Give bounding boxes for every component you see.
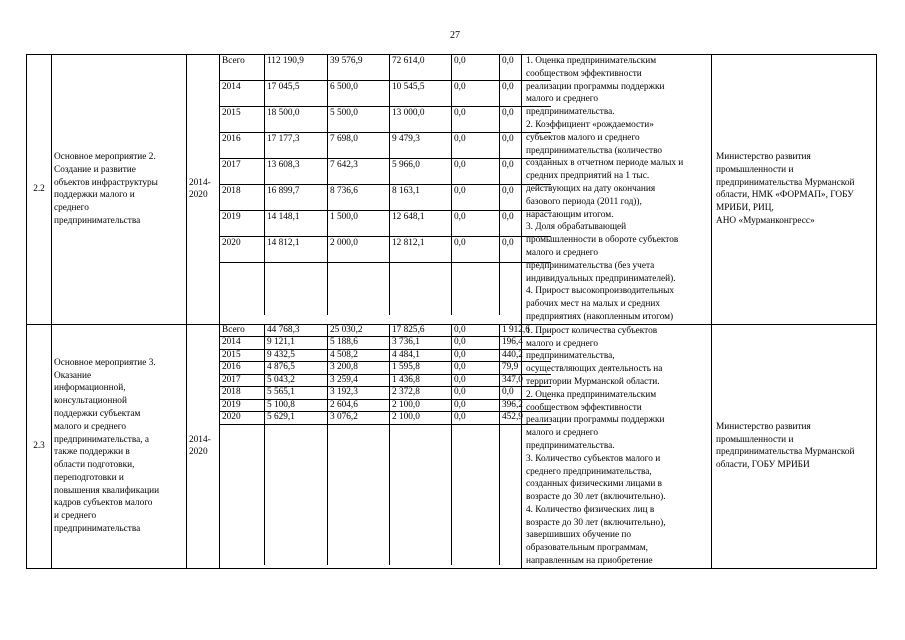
finance-table: [220, 325, 551, 565]
indicator-line: осуществляющих деятельность на: [526, 364, 663, 375]
indicator-line: среднего предпринимательства,: [526, 466, 652, 477]
executor-line: промышленности и: [716, 164, 794, 175]
local-cell: 0,0: [452, 107, 500, 133]
indicator-line: 3. Доля обрабатывающей: [526, 222, 627, 233]
year-cell: 2019: [220, 211, 265, 237]
finance-row: [220, 211, 551, 237]
finance-filler-row: [220, 424, 551, 565]
executor-line: области, ГОБУ МРИБИ: [716, 460, 810, 471]
federal-cell: 3 259,4: [328, 374, 390, 387]
executors-cell: [712, 324, 877, 568]
indicator-line: 4. Прирост высокопроизводительных: [526, 286, 675, 297]
other-cell: 0,0: [500, 133, 552, 159]
indicators-cell: [522, 324, 712, 568]
other-cell: 0,0: [500, 211, 552, 237]
total-cell: 5 565,1: [265, 387, 328, 400]
indicator-line: образовательным программам,: [526, 543, 648, 554]
page-number: 27: [450, 30, 460, 41]
indicator-line: средних предприятий на 1 тыс.: [526, 171, 650, 182]
other-cell: 0,0: [500, 185, 552, 211]
activity-name-line: повышения квалификации: [54, 485, 160, 496]
activity-name-line: также поддержки в: [54, 447, 130, 458]
local-cell: 0,0: [452, 337, 500, 350]
local-cell: 0,0: [452, 237, 500, 263]
finance-row: [220, 55, 551, 81]
indicator-line: возрасте до 30 лет (включительно),: [526, 517, 666, 528]
indicator-line: 1. Прирост количества субъектов: [526, 325, 658, 336]
finance-row: [220, 133, 551, 159]
indicator-line: малого и среднего: [526, 428, 599, 439]
total-cell: 17 045,5: [265, 81, 328, 107]
program-table: [26, 54, 877, 569]
activity-name-line: предпринимательства, а: [54, 434, 150, 445]
total-cell: 5 629,1: [265, 412, 328, 425]
finance-row: [220, 185, 551, 211]
regional-cell: 2 100,0: [390, 399, 452, 412]
local-cell: 0,0: [452, 81, 500, 107]
activity-name-line: кадров субъектов малого: [54, 498, 153, 509]
finance-filler-cell: [390, 263, 452, 316]
regional-cell: 17 825,6: [390, 325, 452, 337]
finance-row: [220, 107, 551, 133]
indicator-line: реализации программы поддержки: [526, 415, 665, 426]
total-cell: 5 100,8: [265, 399, 328, 412]
regional-cell: 8 163,1: [390, 185, 452, 211]
regional-cell: 13 000,0: [390, 107, 452, 133]
total-cell: 44 768,3: [265, 325, 328, 337]
local-cell: 0,0: [452, 211, 500, 237]
indicator-line: предпринимательства.: [526, 107, 615, 118]
year-cell: 2016: [220, 133, 265, 159]
indicator-line: предпринимательства.: [526, 440, 615, 451]
indicator-line: индивидуальных предпринимателей).: [526, 273, 676, 284]
finance-row: [220, 399, 551, 412]
table-row-2-2: [27, 55, 877, 325]
finance-filler-cell: [390, 424, 452, 565]
activity-name-line: Создание и развитие: [54, 164, 136, 175]
activity-name-line: предпринимательства: [54, 215, 141, 226]
activity-name: [52, 324, 187, 568]
finance-filler-cell: [265, 263, 328, 316]
other-cell: 0,0: [500, 107, 552, 133]
regional-cell: 1 436,8: [390, 374, 452, 387]
indicator-line: созданных в отчетном периоде малых и: [526, 158, 684, 169]
activity-name-line: консультационной: [54, 396, 127, 407]
activity-name-line: среднего: [54, 203, 89, 214]
local-cell: 0,0: [452, 387, 500, 400]
year-cell: 2017: [220, 374, 265, 387]
local-cell: 0,0: [452, 399, 500, 412]
federal-cell: 3 192,3: [328, 387, 390, 400]
finance-row: [220, 81, 551, 107]
finance-filler-cell: [220, 424, 265, 565]
local-cell: 0,0: [452, 362, 500, 375]
other-cell: 452,9: [500, 412, 552, 425]
table-row-2-3: [27, 324, 877, 568]
indicators-cell: [522, 55, 712, 325]
local-cell: 0,0: [452, 412, 500, 425]
year-cell: 2020: [220, 412, 265, 425]
year-cell: 2016: [220, 362, 265, 375]
activity-name-line: поддержки малого и: [54, 190, 135, 201]
indicator-line: малого и среднего: [526, 94, 599, 105]
year-cell: Всего: [220, 55, 265, 81]
activity-name-line: информационной,: [54, 383, 126, 394]
total-cell: 5 043,2: [265, 374, 328, 387]
regional-cell: 9 479,3: [390, 133, 452, 159]
federal-cell: 7 642,3: [328, 159, 390, 185]
activity-name-line: малого и среднего: [54, 421, 127, 432]
other-cell: 196,4: [500, 337, 552, 350]
indicator-line: созданных физическими лицами в: [526, 479, 663, 490]
year-cell: 2014: [220, 337, 265, 350]
regional-cell: 12 812,1: [390, 237, 452, 263]
activity-name-line: поддержки субъектам: [54, 408, 141, 419]
year-cell: 2017: [220, 159, 265, 185]
finance-table: [220, 55, 551, 315]
executors-cell: [712, 55, 877, 325]
total-cell: 13 608,3: [265, 159, 328, 185]
total-cell: 4 876,5: [265, 362, 328, 375]
other-cell: 347,0: [500, 374, 552, 387]
finance-row: [220, 374, 551, 387]
total-cell: 112 190,9: [265, 55, 328, 81]
other-cell: 396,2: [500, 399, 552, 412]
regional-cell: 5 966,0: [390, 159, 452, 185]
activity-name-line: и среднего: [54, 511, 97, 522]
year-cell: Всего: [220, 325, 265, 337]
finance-cell: [220, 55, 522, 325]
finance-row: [220, 412, 551, 425]
activity-name-line: объектов инфраструктуры: [54, 177, 158, 188]
indicator-line: возрасте до 30 лет (включительно).: [526, 492, 666, 503]
indicator-line: территории Мурманской области.: [526, 376, 660, 387]
finance-row: [220, 237, 551, 263]
federal-cell: 25 030,2: [328, 325, 390, 337]
regional-cell: 3 736,1: [390, 337, 452, 350]
regional-cell: 10 545,5: [390, 81, 452, 107]
year-cell: 2014: [220, 81, 265, 107]
executor-line: предпринимательства Мурманской: [716, 447, 855, 458]
year-cell: 2018: [220, 185, 265, 211]
other-cell: 1 912,6: [500, 325, 552, 337]
executor-line: Министерство развития: [716, 151, 811, 162]
executor-line: Министерство развития: [716, 421, 811, 432]
indicator-line: промышленности в обороте субъектов: [526, 235, 679, 246]
year-cell: 2015: [220, 349, 265, 362]
indicator-line: нарастающим итогом.: [526, 209, 614, 220]
federal-cell: 5 500,0: [328, 107, 390, 133]
regional-cell: 12 648,1: [390, 211, 452, 237]
year-cell: 2018: [220, 387, 265, 400]
finance-filler-cell: [328, 263, 390, 316]
finance-row: [220, 325, 551, 337]
other-cell: 0,0: [500, 387, 552, 400]
total-cell: 16 899,7: [265, 185, 328, 211]
row-number: 2.2: [27, 55, 52, 325]
indicator-line: предпринимательства (без учета: [526, 260, 655, 271]
regional-cell: 72 614,0: [390, 55, 452, 81]
finance-filler-cell: [265, 424, 328, 565]
executor-line: предпринимательства Мурманской: [716, 177, 855, 188]
regional-cell: 4 484,1: [390, 349, 452, 362]
local-cell: 0,0: [452, 325, 500, 337]
federal-cell: 3 200,8: [328, 362, 390, 375]
activity-name: [52, 55, 187, 325]
indicator-line: сообществом эффективности: [526, 68, 642, 79]
federal-cell: 3 076,2: [328, 412, 390, 425]
indicator-line: 2. Оценка предпринимательским: [526, 389, 657, 400]
indicator-line: реализации программы поддержки: [526, 81, 665, 92]
indicator-line: сообществом эффективности: [526, 402, 642, 413]
local-cell: 0,0: [452, 55, 500, 81]
activity-name-line: Основное мероприятие 2.: [54, 151, 156, 162]
total-cell: 17 177,3: [265, 133, 328, 159]
period-years: 2014-2020: [187, 55, 220, 325]
regional-cell: 2 372,8: [390, 387, 452, 400]
local-cell: 0,0: [452, 374, 500, 387]
regional-cell: 2 100,0: [390, 412, 452, 425]
finance-row: [220, 362, 551, 375]
activity-name-line: области подготовки,: [54, 460, 135, 471]
indicator-line: 1. Оценка предпринимательским: [526, 56, 657, 66]
indicator-line: малого и среднего: [526, 247, 599, 258]
indicator-line: предприятиях (накопленным итогом): [526, 311, 674, 322]
year-cell: 2020: [220, 237, 265, 263]
indicator-line: 4. Количество физических лиц в: [526, 504, 655, 515]
executor-line: АНО «Мурманконгресс»: [716, 215, 815, 226]
indicator-line: рабочих мест на малых и средних: [526, 299, 661, 310]
period-years: 2014-2020: [187, 324, 220, 568]
finance-cell: [220, 324, 530, 568]
federal-cell: 2 000,0: [328, 237, 390, 263]
activity-name-line: Оказание: [54, 370, 92, 381]
finance-row: [220, 349, 551, 362]
total-cell: 14 148,1: [265, 211, 328, 237]
federal-cell: 7 698,0: [328, 133, 390, 159]
other-cell: 79,9: [500, 362, 552, 375]
year-cell: 2015: [220, 107, 265, 133]
federal-cell: 4 508,2: [328, 349, 390, 362]
year-cell: 2019: [220, 399, 265, 412]
finance-filler-cell: [452, 263, 500, 316]
finance-row: [220, 337, 551, 350]
local-cell: 0,0: [452, 349, 500, 362]
activity-name-line: Основное мероприятие 3.: [54, 357, 156, 368]
indicator-line: малого и среднего: [526, 338, 599, 349]
indicator-line: завершивших обучение по: [526, 530, 632, 541]
other-cell: 0,0: [500, 159, 552, 185]
other-cell: 440,2: [500, 349, 552, 362]
federal-cell: 5 188,6: [328, 337, 390, 350]
finance-filler-cell: [452, 424, 500, 565]
federal-cell: 2 604,6: [328, 399, 390, 412]
finance-filler-cell: [328, 424, 390, 565]
total-cell: 9 121,1: [265, 337, 328, 350]
other-cell: 0,0: [500, 81, 552, 107]
other-cell: 0,0: [500, 237, 552, 263]
executor-line: области, НМК «ФОРМАП», ГОБУ: [716, 190, 854, 201]
federal-cell: 6 500,0: [328, 81, 390, 107]
total-cell: 14 812,1: [265, 237, 328, 263]
federal-cell: 1 500,0: [328, 211, 390, 237]
local-cell: 0,0: [452, 185, 500, 211]
finance-row: [220, 159, 551, 185]
row-number: 2.3: [27, 324, 52, 568]
executor-line: МРИБИ, РИЦ,: [716, 203, 774, 214]
total-cell: 9 432,5: [265, 349, 328, 362]
indicator-line: предпринимательства,: [526, 351, 615, 362]
other-cell: 0,0: [500, 55, 552, 81]
local-cell: 0,0: [452, 133, 500, 159]
federal-cell: 8 736,6: [328, 185, 390, 211]
indicator-line: субъектов малого и среднего: [526, 132, 640, 143]
federal-cell: 39 576,9: [328, 55, 390, 81]
indicator-line: действующих на дату окончания: [526, 183, 656, 194]
indicator-line: предпринимательства (количество: [526, 145, 663, 156]
indicator-line: 3. Количество субъектов малого и: [526, 453, 661, 464]
total-cell: 18 500,0: [265, 107, 328, 133]
finance-filler-cell: [220, 263, 265, 316]
indicator-line: 2. Коэффициент «рождаемости»: [526, 119, 654, 130]
regional-cell: 1 595,8: [390, 362, 452, 375]
activity-name-line: предпринимательства: [54, 524, 141, 535]
finance-filler-row: [220, 263, 551, 316]
indicator-line: направленным на приобретение: [526, 556, 653, 567]
finance-row: [220, 387, 551, 400]
local-cell: 0,0: [452, 159, 500, 185]
indicator-line: базового периода (2011 год)),: [526, 196, 642, 207]
activity-name-line: переподготовки и: [54, 472, 124, 483]
executor-line: промышленности и: [716, 434, 794, 445]
